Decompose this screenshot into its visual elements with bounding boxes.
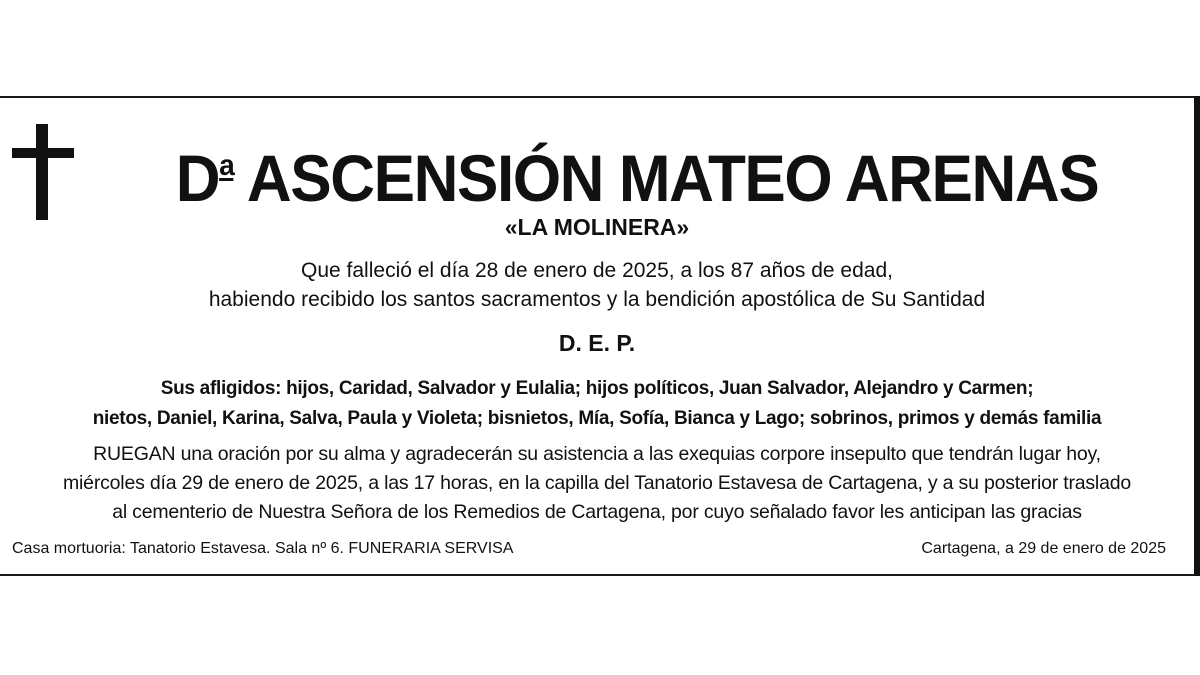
death-statement-line-2: habiendo recibido los santos sacramentos y la bendición apostólica de Su Santidad — [208, 288, 986, 311]
family-line-1: Sus afligidos: hijos, Caridad, Salvador y Eulalia; hijos políticos, Juan Salvador, Alejandro y Carmen; — [160, 378, 1034, 399]
place-date: Cartagena, a 29 de enero de 2025 — [921, 540, 1166, 557]
family-list — [0, 374, 1194, 434]
cross-icon — [12, 124, 74, 220]
service-line-1: RUEGAN una oración por su alma y agradecerán su asistencia a las exequias corpore insepulto que tendrán lugar hoy, — [93, 443, 1101, 465]
deceased-name — [113, 126, 1160, 218]
dep: D. E. P. — [558, 330, 636, 356]
service-line-2: miércoles día 29 de enero de 2025, a las 17 horas, en la capilla del Tanatorio Estavesa de Cartagena, y a su posterior traslado — [63, 472, 1131, 494]
death-statement — [0, 256, 1194, 314]
family-line-2: nietos, Daniel, Karina, Salva, Paula y Violeta; bisnietos, Mía, Sofía, Bianca y Lago; sobrinos, primos y demás familia — [92, 408, 1102, 429]
service-details — [0, 440, 1194, 527]
name: ASCENSIÓN MATEO ARENAS — [246, 141, 1099, 215]
funeral-home: Casa mortuoria: Tanatorio Estavesa. Sala nº 6. FUNERARIA SERVISA — [12, 540, 514, 557]
cross-icon-horizontal — [12, 148, 74, 158]
nickname: «LA MOLINERA» — [504, 214, 690, 240]
cross-icon-vertical — [36, 124, 48, 220]
death-statement-line-1: Que falleció el día 28 de enero de 2025, a los 87 años de edad, — [301, 259, 893, 282]
obituary-notice — [0, 96, 1196, 576]
right-border-bar — [1194, 96, 1200, 576]
honorific-superscript: a — [219, 149, 234, 182]
honorific: D — [175, 141, 220, 215]
service-line-3: al cementerio de Nuestra Señora de los Remedios de Cartagena, por cuyo señalado favor les anticipan las gracias — [112, 501, 1082, 523]
